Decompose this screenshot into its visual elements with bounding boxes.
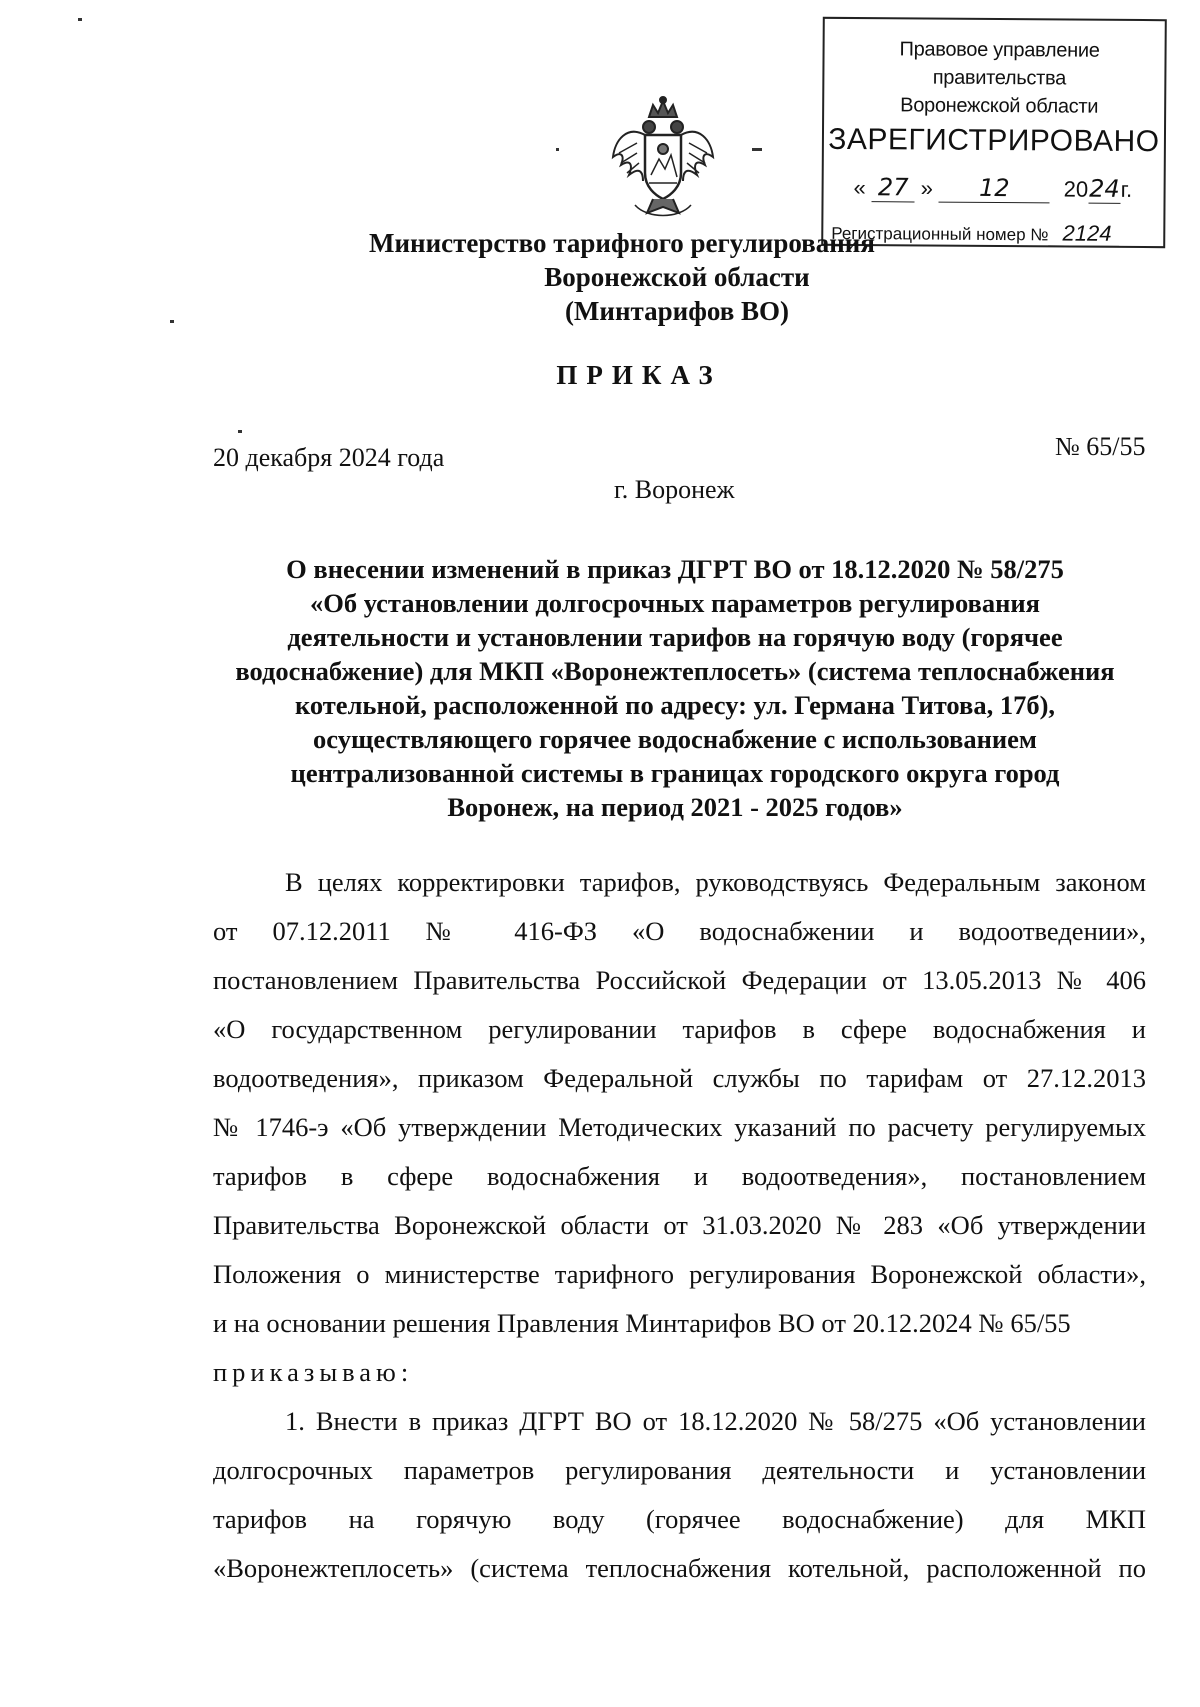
body-line: № 1746-э «Об утверждении Методических указаний по расчету регулируемых — [213, 1112, 1146, 1142]
ministry-name-line2: Воронежской области — [544, 262, 810, 292]
coat-of-arms-icon — [607, 95, 719, 223]
document-type: ПРИКАЗ — [556, 360, 722, 390]
document-body — [213, 862, 1146, 1597]
stamp-organization — [834, 35, 1165, 121]
stamp-reg-number-label: Регистрационный номер № — [831, 223, 1049, 245]
stamp-date-year-prefix: 20 — [1063, 176, 1089, 202]
document-number: № 65/55 — [1055, 432, 1146, 461]
stamp-date-year: 24 — [1089, 174, 1120, 203]
body-line: от 07.12.2011 № 416-ФЗ «О водоснабжении и водоотведении», — [213, 916, 1146, 946]
title-line: «Об установлении долгосрочных параметров регулирования — [310, 588, 1040, 618]
body-line: «О государственном регулировании тарифов в сфере водоснабжения и — [213, 1014, 1146, 1044]
document-city: г. Воронеж — [614, 475, 735, 504]
title-line: централизованной системы в границах городского округа город — [290, 758, 1060, 788]
stamp-date — [854, 173, 1133, 203]
stamp-org-line2: Воронежской области — [900, 94, 1099, 118]
order-word: приказываю: — [213, 1357, 414, 1387]
scan-mark — [752, 148, 762, 151]
stamp-org-line1: Правовое управление правительства — [899, 38, 1100, 90]
stamp-date-day: 27 — [872, 173, 915, 202]
body-line: постановлением Правительства Российской Федерации от 13.05.2013 № 406 — [213, 965, 1146, 995]
scan-mark — [78, 18, 82, 21]
stamp-reg-number: 2124 — [1048, 220, 1119, 246]
body-line: водоотведения», приказом Федеральной службы по тарифам от 27.12.2013 — [213, 1063, 1146, 1093]
title-line: водоснабжение) для МКП «Воронежтеплосеть» (система теплоснабжения — [235, 656, 1115, 686]
body-line: «Воронежтеплосеть» (система теплоснабжения котельной, расположенной по — [213, 1553, 1146, 1583]
stamp-date-month: 12 — [939, 174, 1050, 204]
body-line: 1. Внести в приказ ДГРТ ВО от 18.12.2020 № 58/275 «Об установлении — [285, 1406, 1146, 1436]
title-line: Воронеж, на период 2021 - 2025 годов» — [447, 792, 903, 822]
document-date: 20 декабря 2024 года — [213, 443, 445, 472]
stamp-registered-label: ЗАРЕГИСТРИРОВАНО — [828, 122, 1160, 159]
stamp-date-open-quote: « — [853, 175, 866, 201]
ministry-short-name: (Минтарифов ВО) — [564, 296, 790, 326]
stamp-date-close-quote: » — [920, 175, 933, 201]
body-line: тарифов в сфере водоснабжения и водоотведения», постановлением — [213, 1161, 1146, 1191]
body-line: и на основании решения Правления Минтарифов ВО от 20.12.2024 № 65/55 — [213, 1308, 1071, 1338]
document-title — [205, 552, 1145, 824]
scan-mark — [556, 148, 559, 151]
ministry-name-line1: Министерство тарифного регулирования — [369, 228, 875, 258]
title-line: деятельности и установлении тарифов на горячую воду (горячее — [287, 622, 1063, 652]
body-line: долгосрочных параметров регулирования деятельности и установлении — [213, 1455, 1146, 1485]
body-line: Правительства Воронежской области от 31.03.2020 № 283 «Об утверждении — [213, 1210, 1146, 1240]
title-line: осуществляющего горячее водоснабжение с использованием — [313, 724, 1037, 754]
body-line: тарифов на горячую воду (горячее водоснабжение) для МКП — [213, 1504, 1146, 1534]
body-line: В целях корректировки тарифов, руководствуясь Федеральным законом — [285, 867, 1146, 897]
stamp-date-year-suffix: г. — [1120, 176, 1133, 202]
title-line: О внесении изменений в приказ ДГРТ ВО от 18.12.2020 № 58/275 — [286, 554, 1064, 584]
body-line: Положения о министерстве тарифного регулирования Воронежской области», — [213, 1259, 1146, 1289]
title-line: котельной, расположенной по адресу: ул. Германа Титова, 17б), — [294, 690, 1056, 720]
registration-stamp — [821, 17, 1167, 248]
scan-mark — [238, 430, 242, 433]
